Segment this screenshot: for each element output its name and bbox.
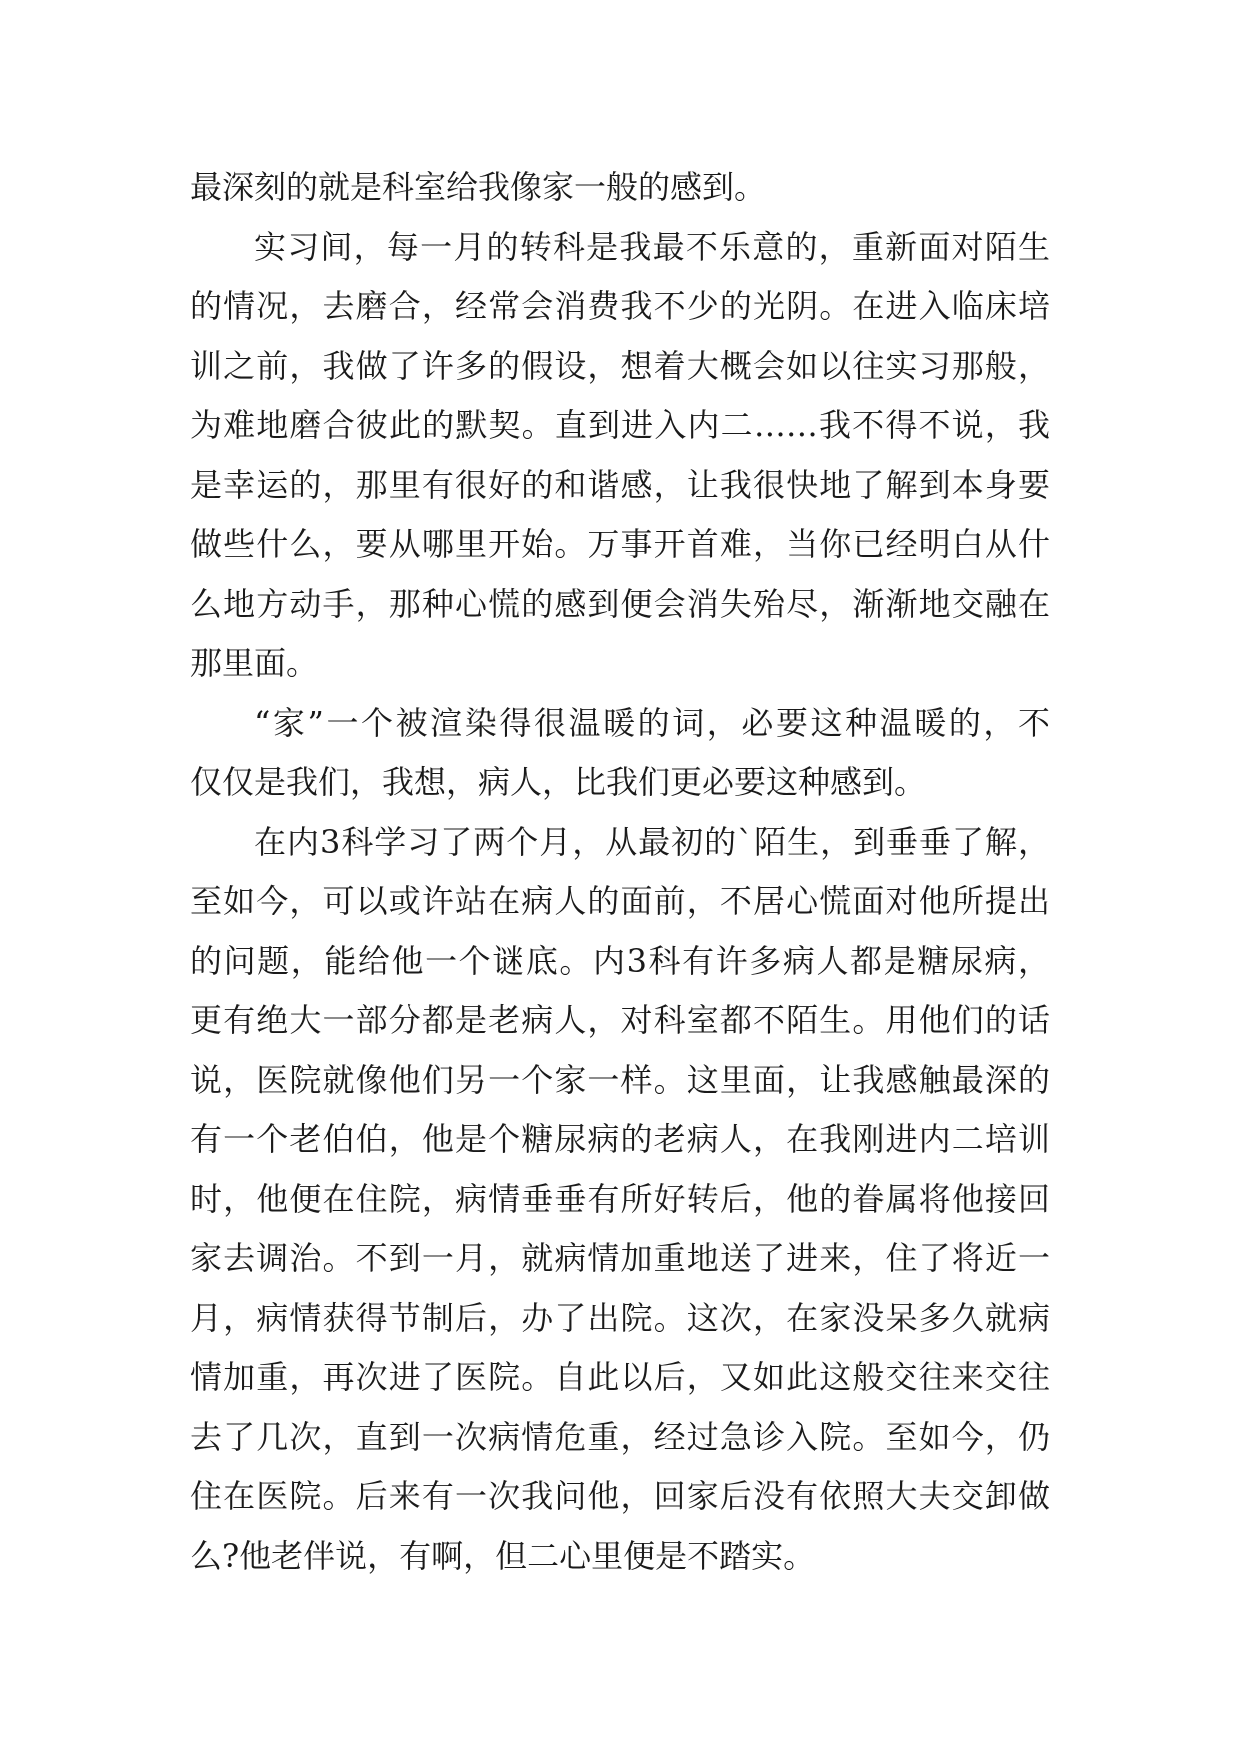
text-line: 么?他老伴说，有啊，但二心里便是不踏实。 bbox=[190, 1536, 816, 1575]
text-line: 最深刻的就是科室给我像家一般的感到。 bbox=[190, 168, 767, 206]
text-line: 家去调治。不到一月，就病情加重地送了进来，住了将近一 bbox=[190, 1239, 1050, 1277]
text-line: 为难地磨合彼此的默契。直到进入内二……我不得不说，我 bbox=[190, 406, 1050, 444]
text-line: 实习间，每一月的转科是我最不乐意的，重新面对陌生 bbox=[254, 227, 1050, 266]
text-line: 训之前，我做了许多的假设，想着大概会如以往实习那般， bbox=[190, 346, 1050, 385]
text-line: 更有绝大一部分都是老病人，对科室都不陌生。用他们的话 bbox=[190, 1001, 1050, 1039]
text-line: 做些什么，要从哪里开始。万事开首难，当你已经明白从什 bbox=[190, 525, 1050, 563]
text-line: 月，病情获得节制后，办了出院。这次，在家没呆多久就病 bbox=[190, 1298, 1050, 1337]
text-line: 么地方动手，那种心慌的感到便会消失殆尽，渐渐地交融在 bbox=[190, 584, 1050, 623]
text-line: 去了几次，直到一次病情危重，经过急诊入院。至如今，仍 bbox=[190, 1417, 1050, 1456]
text-line: 情加重，再次进了医院。自此以后，又如此这般交往来交往 bbox=[190, 1358, 1050, 1396]
text-line: “家”一个被渲染得很温暖的词，必要这种温暖的，不 bbox=[254, 703, 1050, 742]
text-line: 的问题，能给他一个谜底。内3科有许多病人都是糖尿病， bbox=[190, 941, 1050, 980]
text-line: 住在医院。后来有一次我问他，回家后没有依照大夫交卸做 bbox=[190, 1477, 1050, 1515]
text-line: 那里面。 bbox=[190, 644, 319, 682]
text-line: 的情况，去磨合，经常会消费我不少的光阴。在进入临床培 bbox=[190, 287, 1050, 325]
text-line: 仅仅是我们，我想，病人，比我们更必要这种感到。 bbox=[190, 763, 927, 801]
text-line: 说，医院就像他们另一个家一样。这里面，让我感触最深的 bbox=[190, 1060, 1050, 1099]
body-text bbox=[190, 158, 1050, 1586]
text-line: 有一个老伯伯，他是个糖尿病的老病人，在我刚进内二培训 bbox=[190, 1120, 1050, 1158]
text-line: 是幸运的，那里有很好的和谐感，让我很快地了解到本身要 bbox=[190, 465, 1050, 504]
text-line: 时，他便在住院，病情垂垂有所好转后，他的眷属将他接回 bbox=[190, 1179, 1050, 1218]
text-line: 在内3科学习了两个月，从最初的`陌生，到垂垂了解， bbox=[254, 822, 1050, 861]
text-line: 至如今，可以或许站在病人的面前，不居心慌面对他所提出 bbox=[190, 882, 1050, 920]
